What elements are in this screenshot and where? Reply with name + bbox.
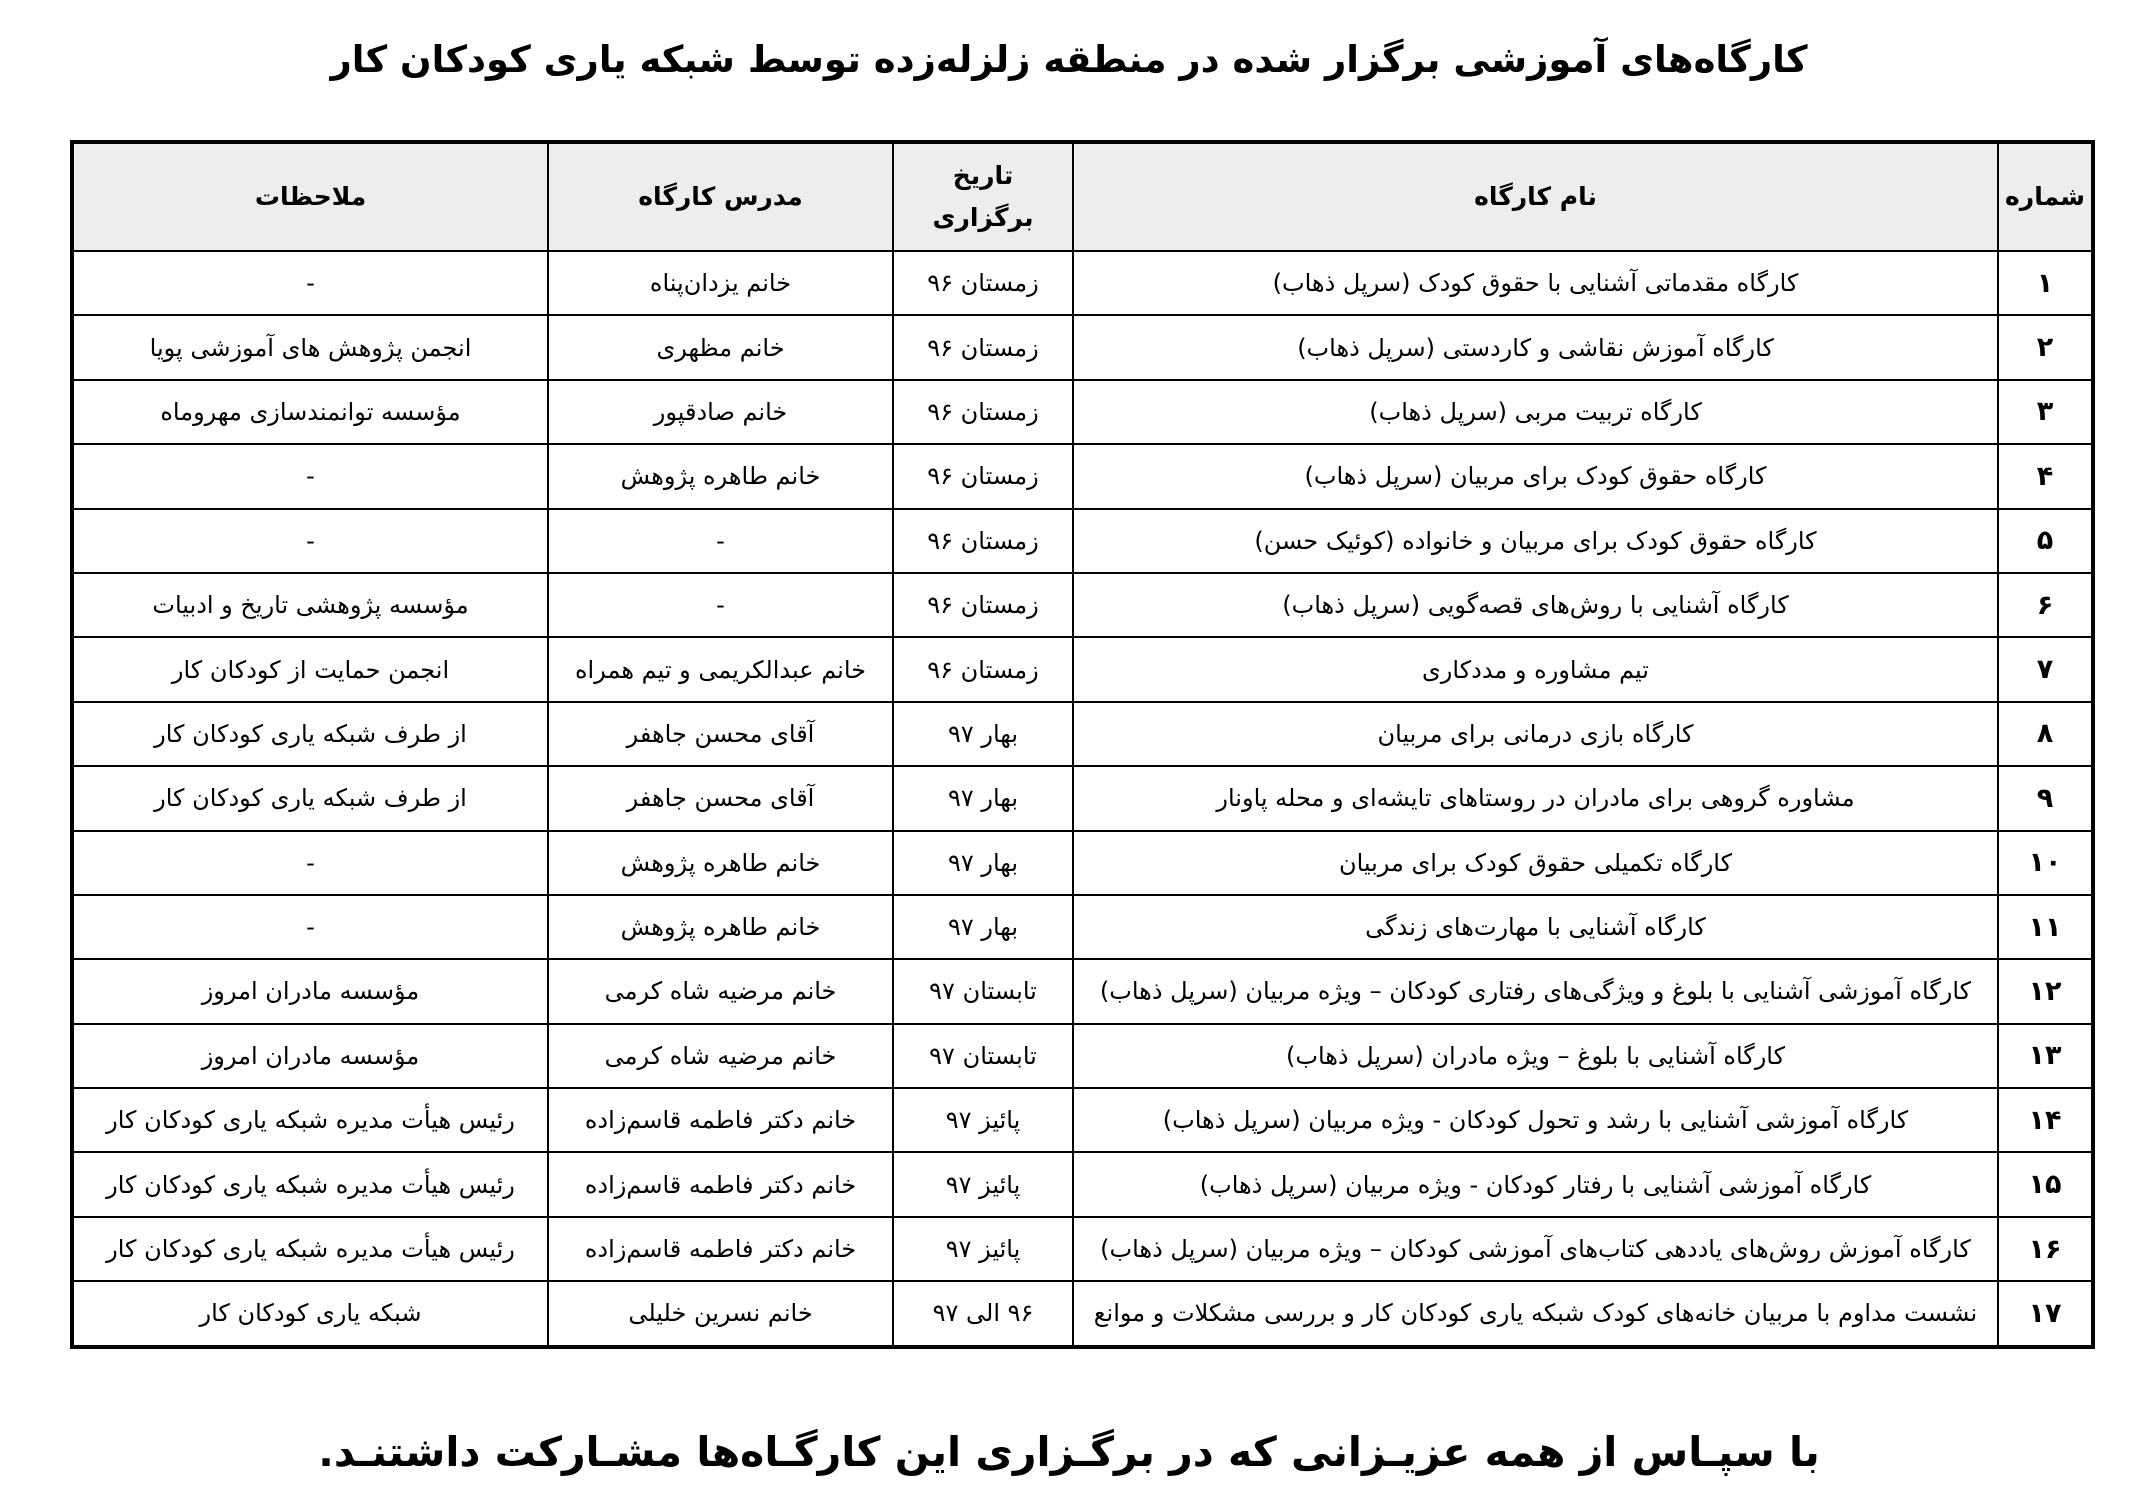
cell-name: مشاوره گروهی برای مادران در روستاهای تایشه‌ای و محله پاونار [1073, 766, 1998, 830]
cell-number: ۸ [1998, 702, 2093, 766]
cell-date: تابستان ۹۷ [893, 1024, 1073, 1088]
cell-date: بهار ۹۷ [893, 831, 1073, 895]
table-row [72, 444, 2093, 508]
header-name: نام کارگاه [1073, 142, 1998, 251]
table-header-row [72, 142, 2093, 251]
cell-instructor: - [548, 509, 893, 573]
table-row [72, 1281, 2093, 1346]
cell-number: ۹ [1998, 766, 2093, 830]
cell-number: ۱۱ [1998, 895, 2093, 959]
table-row [72, 251, 2093, 315]
cell-notes: از طرف شبکه یاری کودکان کار [72, 702, 548, 766]
table-row [72, 315, 2093, 379]
header-date: تاریخ برگزاری [893, 142, 1073, 251]
table-row [72, 702, 2093, 766]
cell-number: ۷ [1998, 637, 2093, 701]
cell-instructor: خانم صادقپور [548, 380, 893, 444]
cell-notes: رئیس هیأت مدیره شبکه یاری کودکان کار [72, 1088, 548, 1152]
cell-notes: مؤسسه مادران امروز [72, 1024, 548, 1088]
cell-number: ۱۳ [1998, 1024, 2093, 1088]
cell-date: پائیز ۹۷ [893, 1152, 1073, 1216]
cell-name: کارگاه تکمیلی حقوق کودک برای مربیان [1073, 831, 1998, 895]
cell-notes: انجمن حمایت از کودکان کار [72, 637, 548, 701]
thanks-note: با سپـاس از همه عزیـزانی که در برگـزاری این کارگـاه‌ها مشـارکت داشتنـد. [318, 1428, 1820, 1476]
table-row [72, 766, 2093, 830]
cell-instructor: خانم طاهره پژوهش [548, 444, 893, 508]
header-instructor: مدرس کارگاه [548, 142, 893, 251]
cell-date: زمستان ۹۶ [893, 380, 1073, 444]
cell-date: تابستان ۹۷ [893, 959, 1073, 1023]
cell-date: زمستان ۹۶ [893, 509, 1073, 573]
cell-notes: مؤسسه پژوهشی تاریخ و ادبیات [72, 573, 548, 637]
header-notes: ملاحظات [72, 142, 548, 251]
cell-name: کارگاه آموزشی آشنایی با بلوغ و ویژگی‌های رفتاری کودکان – ویژه مربیان (سرپل ذهاب) [1073, 959, 1998, 1023]
cell-instructor: خانم مظهری [548, 315, 893, 379]
cell-notes: از طرف شبکه یاری کودکان کار [72, 766, 548, 830]
cell-date: پائیز ۹۷ [893, 1088, 1073, 1152]
cell-notes: - [72, 895, 548, 959]
cell-number: ۶ [1998, 573, 2093, 637]
cell-instructor: خانم یزدان‌پناه [548, 251, 893, 315]
table-row [72, 509, 2093, 573]
cell-name: کارگاه آموزشی آشنایی با رشد و تحول کودکان - ویژه مربیان (سرپل ذهاب) [1073, 1088, 1998, 1152]
cell-name: نشست مداوم با مربیان خانه‌های کودک شبکه یاری کودکان کار و بررسی مشکلات و موانع [1073, 1281, 1998, 1346]
cell-name: کارگاه بازی درمانی برای مربیان [1073, 702, 1998, 766]
cell-notes: رئیس هیأت مدیره شبکه یاری کودکان کار [72, 1217, 548, 1281]
cell-date: پائیز ۹۷ [893, 1217, 1073, 1281]
workshops-table [70, 140, 2095, 1349]
table-row [72, 637, 2093, 701]
table-row [72, 831, 2093, 895]
table-row [72, 959, 2093, 1023]
cell-name: تیم مشاوره و مددکاری [1073, 637, 1998, 701]
cell-instructor: خانم طاهره پژوهش [548, 895, 893, 959]
page-title: کارگاه‌های آموزشی برگزار شده در منطقه زلزله‌زده توسط شبکه یاری کودکان کار [330, 38, 1808, 81]
cell-instructor: خانم نسرین خلیلی [548, 1281, 893, 1346]
cell-date: زمستان ۹۶ [893, 444, 1073, 508]
cell-instructor: خانم دکتر فاطمه قاسم‌زاده [548, 1088, 893, 1152]
cell-name: کارگاه آشنایی با روش‌های قصه‌گویی (سرپل ذهاب) [1073, 573, 1998, 637]
cell-name: کارگاه حقوق کودک برای مربیان (سرپل ذهاب) [1073, 444, 1998, 508]
cell-notes: انجمن پژوهش های آموزشی پویا [72, 315, 548, 379]
cell-instructor: آقای محسن جاهفر [548, 766, 893, 830]
table-row [72, 1024, 2093, 1088]
cell-name: کارگاه آموزش روش‌های یاددهی کتاب‌های آموزشی کودکان – ویژه مربیان (سرپل ذهاب) [1073, 1217, 1998, 1281]
cell-date: بهار ۹۷ [893, 766, 1073, 830]
cell-name: کارگاه مقدماتی آشنایی با حقوق کودک (سرپل ذهاب) [1073, 251, 1998, 315]
cell-name: کارگاه حقوق کودک برای مربیان و خانواده (کوئیک حسن) [1073, 509, 1998, 573]
cell-name: کارگاه آموزشی آشنایی با رفتار کودکان - ویژه مربیان (سرپل ذهاب) [1073, 1152, 1998, 1216]
cell-name: کارگاه آشنایی با مهارت‌های زندگی [1073, 895, 1998, 959]
cell-number: ۱۷ [1998, 1281, 2093, 1346]
cell-instructor: آقای محسن جاهفر [548, 702, 893, 766]
cell-instructor: - [548, 573, 893, 637]
cell-notes: - [72, 444, 548, 508]
cell-number: ۱ [1998, 251, 2093, 315]
cell-name: کارگاه آموزش نقاشی و کاردستی (سرپل ذهاب) [1073, 315, 1998, 379]
cell-instructor: خانم دکتر فاطمه قاسم‌زاده [548, 1217, 893, 1281]
cell-number: ۴ [1998, 444, 2093, 508]
cell-date: بهار ۹۷ [893, 895, 1073, 959]
table-row [72, 1152, 2093, 1216]
table-row [72, 573, 2093, 637]
cell-notes: مؤسسه مادران امروز [72, 959, 548, 1023]
cell-notes: - [72, 509, 548, 573]
table-row [72, 1088, 2093, 1152]
cell-name: کارگاه آشنایی با بلوغ – ویژه مادران (سرپل ذهاب) [1073, 1024, 1998, 1088]
cell-date: زمستان ۹۶ [893, 637, 1073, 701]
cell-notes: مؤسسه توانمندسازی مهروماه [72, 380, 548, 444]
cell-number: ۱۵ [1998, 1152, 2093, 1216]
table-row [72, 380, 2093, 444]
cell-name: کارگاه تربیت مربی (سرپل ذهاب) [1073, 380, 1998, 444]
cell-date: بهار ۹۷ [893, 702, 1073, 766]
header-number: شماره [1998, 142, 2093, 251]
cell-instructor: خانم دکتر فاطمه قاسم‌زاده [548, 1152, 893, 1216]
cell-notes: - [72, 251, 548, 315]
cell-notes: شبکه یاری کودکان کار [72, 1281, 548, 1346]
cell-instructor: خانم طاهره پژوهش [548, 831, 893, 895]
cell-number: ۳ [1998, 380, 2093, 444]
cell-notes: - [72, 831, 548, 895]
cell-number: ۱۰ [1998, 831, 2093, 895]
cell-date: زمستان ۹۶ [893, 315, 1073, 379]
cell-number: ۲ [1998, 315, 2093, 379]
table-row [72, 1217, 2093, 1281]
table-row [72, 895, 2093, 959]
cell-number: ۱۴ [1998, 1088, 2093, 1152]
cell-date: زمستان ۹۶ [893, 573, 1073, 637]
cell-number: ۵ [1998, 509, 2093, 573]
cell-instructor: خانم مرضیه شاه کرمی [548, 1024, 893, 1088]
cell-date: ۹۶ الی ۹۷ [893, 1281, 1073, 1346]
cell-date: زمستان ۹۶ [893, 251, 1073, 315]
cell-instructor: خانم عبدالکریمی و تیم همراه [548, 637, 893, 701]
cell-notes: رئیس هیأت مدیره شبکه یاری کودکان کار [72, 1152, 548, 1216]
cell-instructor: خانم مرضیه شاه کرمی [548, 959, 893, 1023]
cell-number: ۱۶ [1998, 1217, 2093, 1281]
cell-number: ۱۲ [1998, 959, 2093, 1023]
